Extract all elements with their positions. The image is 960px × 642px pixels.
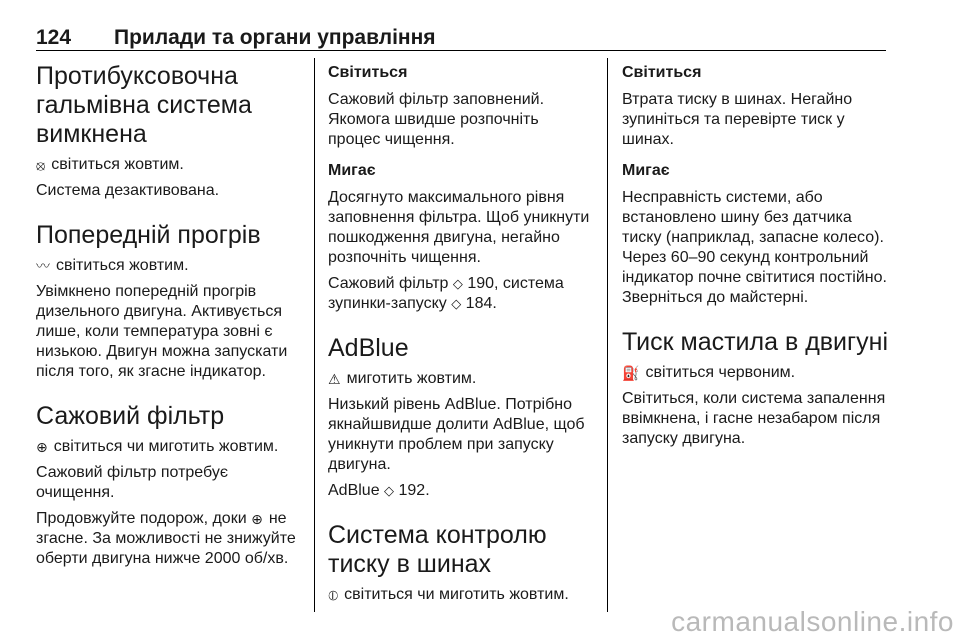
column-1: [36, 62, 304, 569]
paragraph: Низький рівень AdBlue. Потрібно якнайшвидше долити AdBlue, щоб уникнути проблем при запуску двигуна.: [328, 396, 585, 473]
reference-arrow-icon: ◇: [451, 296, 462, 311]
subheading: Мигає: [328, 162, 376, 179]
paragraph: Досягнуто максимального рівня заповнення фільтра. Щоб уникнути пошкодження двигуна, негайно розпочніть чищення.: [328, 189, 590, 266]
section-title-preheat: Попередній прогрів: [36, 221, 261, 249]
reference-arrow-icon: ◇: [452, 276, 463, 291]
paragraph: Система дезактивована.: [36, 182, 220, 199]
paragraph: Сажовий фільтр потребує очищення.: [36, 464, 228, 501]
section-title-oil-pressure: Тиск мастила в двигуні: [622, 328, 889, 356]
paragraph: ⊕ світиться чи миготить жовтим.: [36, 438, 279, 455]
paragraph: 〰 світиться жовтим.: [36, 257, 189, 274]
paragraph: Втрата тиску в шинах. Негайно зупиніться та перевірте тиск у шинах.: [622, 91, 853, 148]
column-divider-1: [314, 58, 315, 612]
preheat-icon: 〰: [36, 257, 50, 274]
section-title-tire-pressure: Система контролю тиску в шинах: [328, 521, 547, 578]
paragraph: Увімкнено попередній прогрів дизельного двигуна. Активується лише, коли температура зовні є низькою. Двигун можна запускати після того, як згасне індикатор.: [36, 283, 288, 380]
paragraph: Сажовий фільтр ◇ 190, система зупинки-запуску ◇ 184.: [328, 275, 564, 312]
page-title: Прилади та органи управління: [114, 26, 436, 49]
column-divider-2: [607, 58, 608, 612]
subheading: Світиться: [622, 64, 702, 81]
paragraph: Продовжуйте подорож, доки ⊕ не згасне. За можливості не знижуйте оберти двигуна нижче 2000 об/хв.: [36, 510, 296, 567]
oil-pressure-icon: ⛽: [622, 364, 640, 381]
soot-filter-icon: ⊕: [36, 438, 48, 455]
paragraph: ⦶ світиться чи миготить жовтим.: [328, 586, 569, 603]
paragraph: ⚠ миготить жовтим.: [328, 370, 477, 387]
section-title-traction: Протибуксовочна гальмівна система вимкнена: [36, 62, 252, 148]
paragraph: AdBlue ◇ 192.: [328, 482, 430, 499]
page-header: [36, 26, 886, 48]
adblue-icon: ⚠: [328, 370, 341, 387]
header-divider: [36, 50, 886, 51]
paragraph: Несправність системи, або встановлено шину без датчика тиску (наприклад, запасне колесо). Через 60–90 секунд контрольний індикатор почне світитися постійно. Зверніться до майстерні.: [622, 189, 887, 306]
column-2: [328, 62, 594, 605]
paragraph: Сажовий фільтр заповнений. Якомога швидше розпочніть процес чищення.: [328, 91, 545, 148]
watermark: carmanualsonline.info: [671, 606, 954, 637]
soot-filter-icon: ⊕: [251, 510, 263, 527]
reference-arrow-icon: ◇: [384, 483, 395, 498]
paragraph: Світиться, коли система запалення ввімкнена, і гасне незабаром після запуску двигуна.: [622, 390, 886, 447]
column-3: [622, 62, 888, 449]
page-number: 124: [36, 26, 72, 49]
section-title-adblue: AdBlue: [328, 334, 409, 362]
paragraph: ⦻ світиться жовтим.: [36, 156, 184, 173]
paragraph: ⛽ світиться червоним.: [622, 364, 796, 381]
subheading: Світиться: [328, 64, 408, 81]
traction-off-icon: ⦻: [36, 156, 46, 173]
section-title-soot-filter: Сажовий фільтр: [36, 402, 225, 430]
tire-pressure-icon: ⦶: [328, 586, 339, 603]
subheading: Мигає: [622, 162, 670, 179]
